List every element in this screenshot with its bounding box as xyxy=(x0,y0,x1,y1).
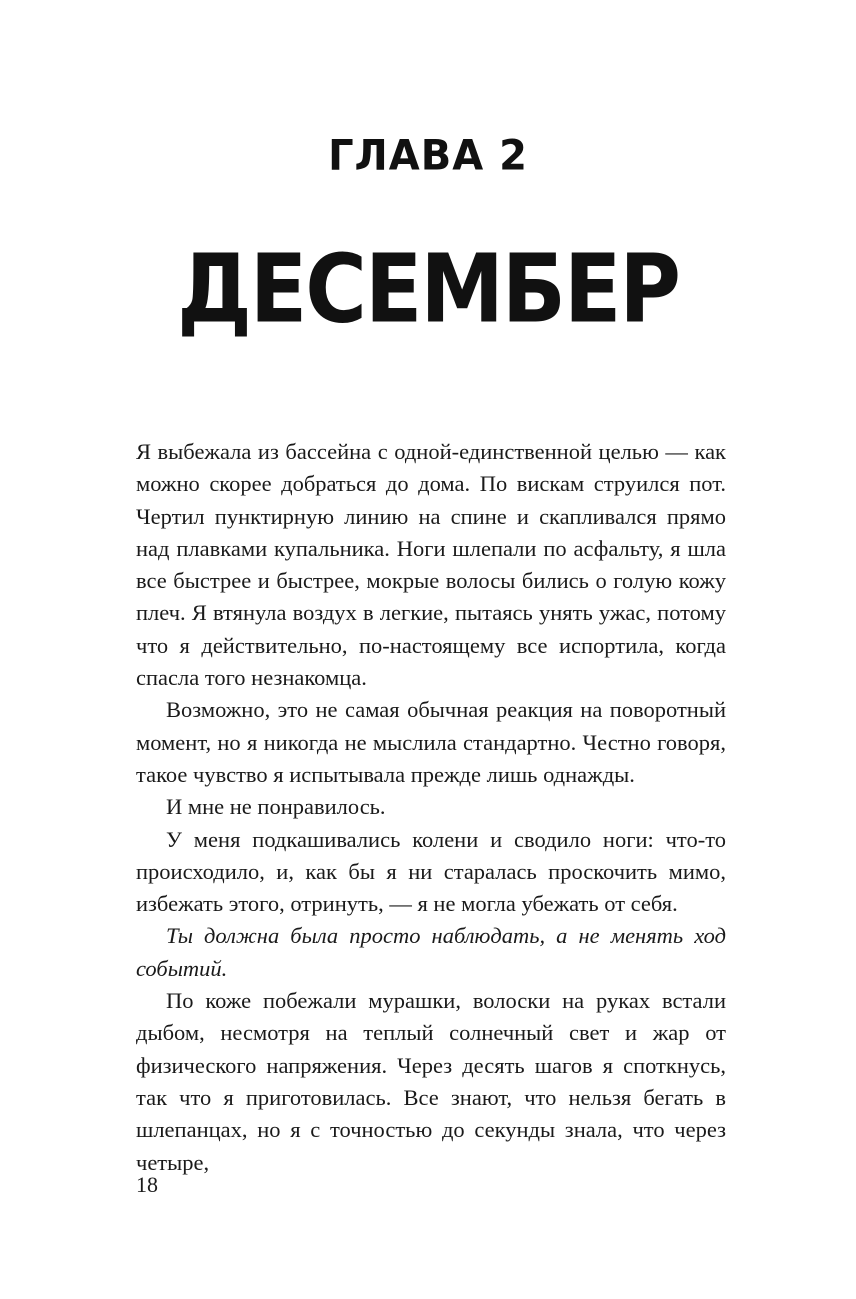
paragraph: Я выбежала из бассейна с одной-единственной целью — как можно скорее добраться до дома. По вискам струился пот. Чертил пунктирную линию на спине и скапливался прямо над плавками купальника. Ноги шлепали по асфальту, я шла все быстрее и быстрее, мокрые волосы бились о голую кожу плеч. Я втянула воздух в легкие, пытаясь унять ужас, потому что я действительно, по-настоящему все испортила, когда спасла того незнакомца. xyxy=(136,439,726,691)
chapter-label: ГЛАВА 2 xyxy=(328,131,528,181)
paragraph: И мне не понравилось. xyxy=(166,794,386,820)
body-text xyxy=(136,436,726,1179)
paragraph: У меня подкашивались колени и сводило ноги: что-то происходило, и, как бы я ни старалась проскочить мимо, избежать этого, отринуть, — я не могла убежать от себя. xyxy=(136,826,726,917)
chapter-title: ДЕСЕМБЕР xyxy=(177,234,679,344)
page-number: 18 xyxy=(136,1172,158,1197)
paragraph: Возможно, это не самая обычная реакция на поворотный момент, но я никогда не мыслила стандартно. Честно говоря, такое чувство я испытывала прежде лишь однажды. xyxy=(136,697,726,787)
italic-paragraph: Ты должна была просто наблюдать, а не менять ход событий. xyxy=(136,923,726,981)
paragraph: По коже побежали мурашки, волоски на руках встали дыбом, несмотря на теплый солнечный свет и жар от физического напряжения. Через десять шагов я споткнусь, так что я приготовилась. Все знают, что нельзя бегать в шлепанцах, но я с точностью до секунды знала, что через четыре, xyxy=(136,988,726,1175)
